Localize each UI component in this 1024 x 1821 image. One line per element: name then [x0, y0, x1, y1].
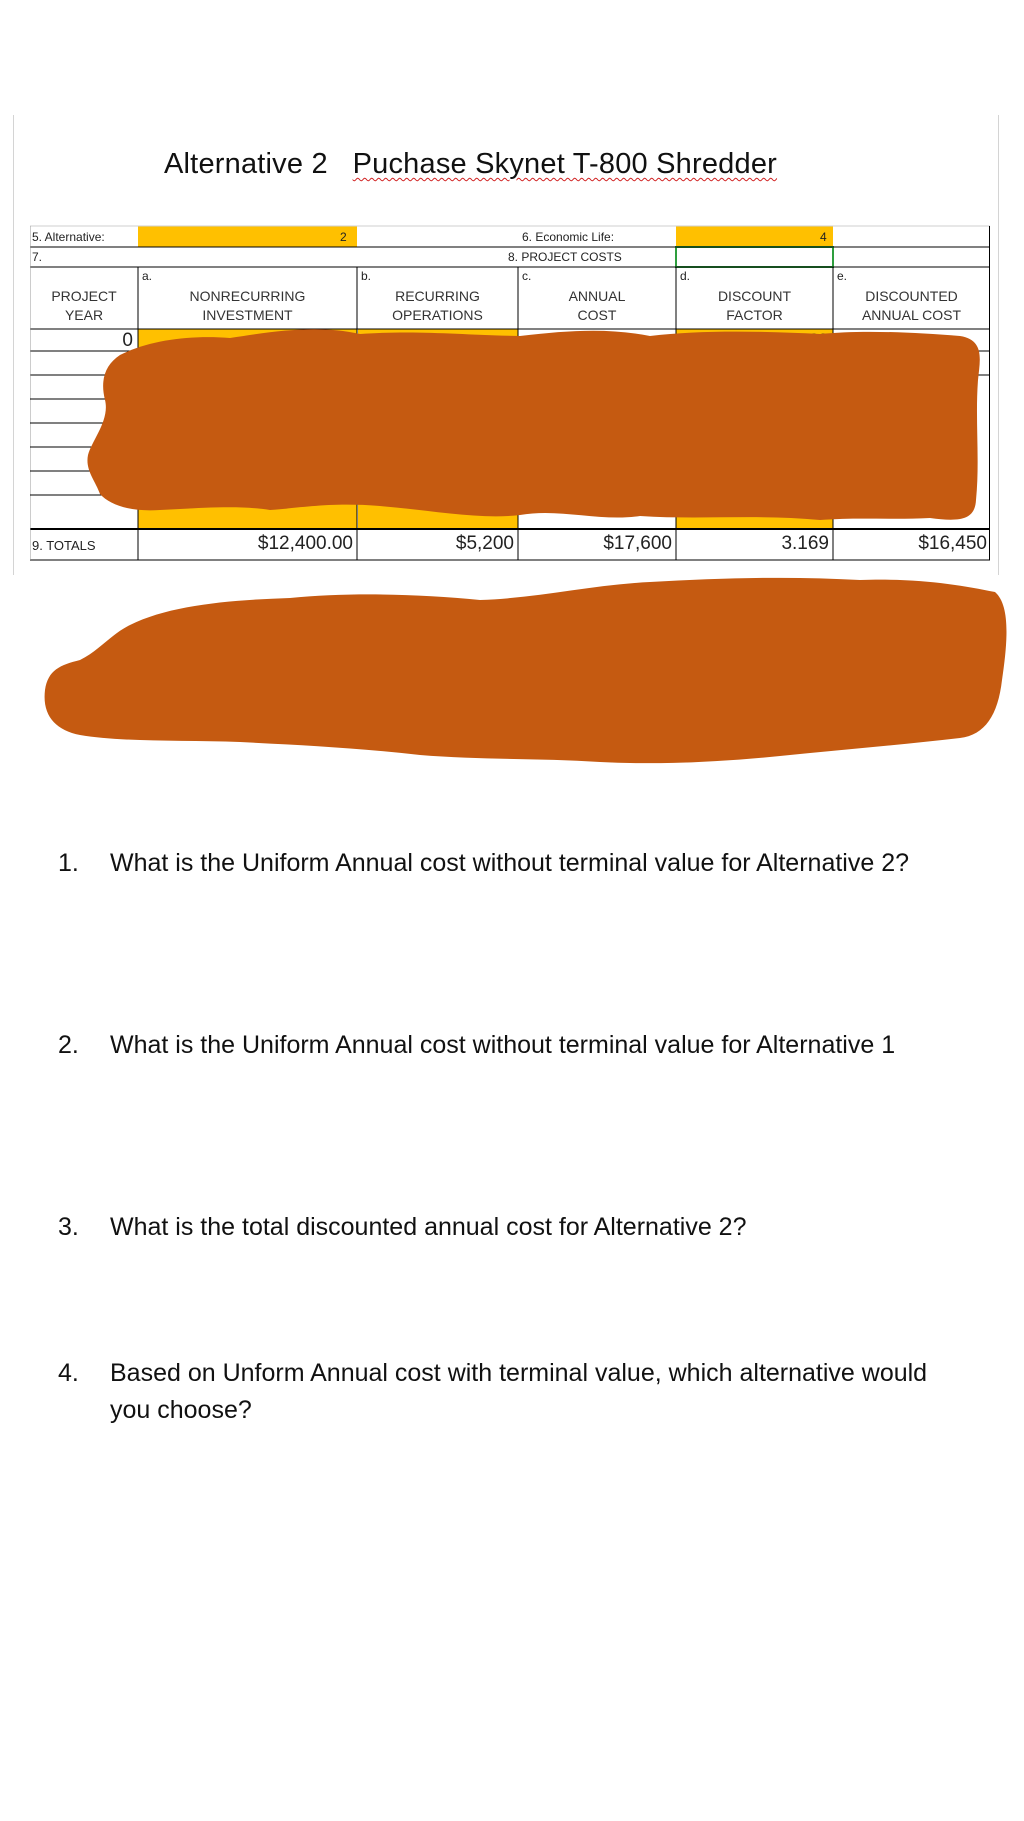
total-annual: $17,600: [603, 533, 672, 554]
redaction-mark-table: [87, 329, 979, 520]
year-0: 0: [122, 330, 133, 351]
row7-label: 7.: [32, 250, 43, 264]
col-letter-e: e.: [837, 269, 848, 283]
header-project-year: PROJECT YEAR: [51, 288, 117, 323]
economic-life-value: 4: [820, 230, 827, 244]
title-alternative: Alternative 2: [164, 148, 328, 180]
project-costs-label: 8. PROJECT COSTS: [508, 250, 622, 264]
question-text: What is the Uniform Annual cost without terminal value for Alternative 2?: [110, 849, 909, 877]
header-discount: DISCOUNT FACTOR: [717, 288, 792, 323]
col-letter-a: a.: [142, 269, 153, 283]
header-nonrecurring: NONRECURRING INVESTMENT: [189, 288, 306, 323]
header-recurring: RECURRING OPERATIONS: [392, 288, 483, 323]
alternative-value: 2: [340, 230, 347, 244]
alternative-label: 5. Alternative:: [32, 230, 105, 244]
total-recurring: $5,200: [455, 533, 514, 554]
col-letter-c: c.: [522, 269, 532, 283]
question-text: What is the total discounted annual cost for Alternative 2?: [110, 1213, 747, 1241]
header-annual: ANNUAL COST: [568, 288, 626, 323]
question-number: 3.: [58, 1213, 79, 1241]
totals-label: 9. TOTALS: [32, 538, 96, 553]
total-nonrecurring: $12,400.00: [257, 533, 353, 554]
col-letter-d: d.: [680, 269, 691, 283]
header-discounted: DISCOUNTED ANNUAL COST: [861, 288, 962, 323]
title-product: Puchase Skynet T-800 Shredder: [352, 148, 778, 180]
total-discount-factor: 3.169: [781, 533, 829, 554]
question-text: Based on Unform Annual cost with terminal value, which alternative would you choose?: [110, 1359, 928, 1424]
question-number: 1.: [58, 849, 79, 877]
col-letter-b: b.: [361, 269, 372, 283]
question-number: 4.: [58, 1359, 79, 1387]
total-discounted: $16,450: [918, 533, 987, 554]
economic-life-label: 6. Economic Life:: [522, 230, 615, 244]
question-number: 2.: [58, 1031, 79, 1059]
redaction-mark-below: [45, 578, 1007, 763]
question-text: What is the Uniform Annual cost without terminal value for Alternative 1: [110, 1031, 896, 1059]
